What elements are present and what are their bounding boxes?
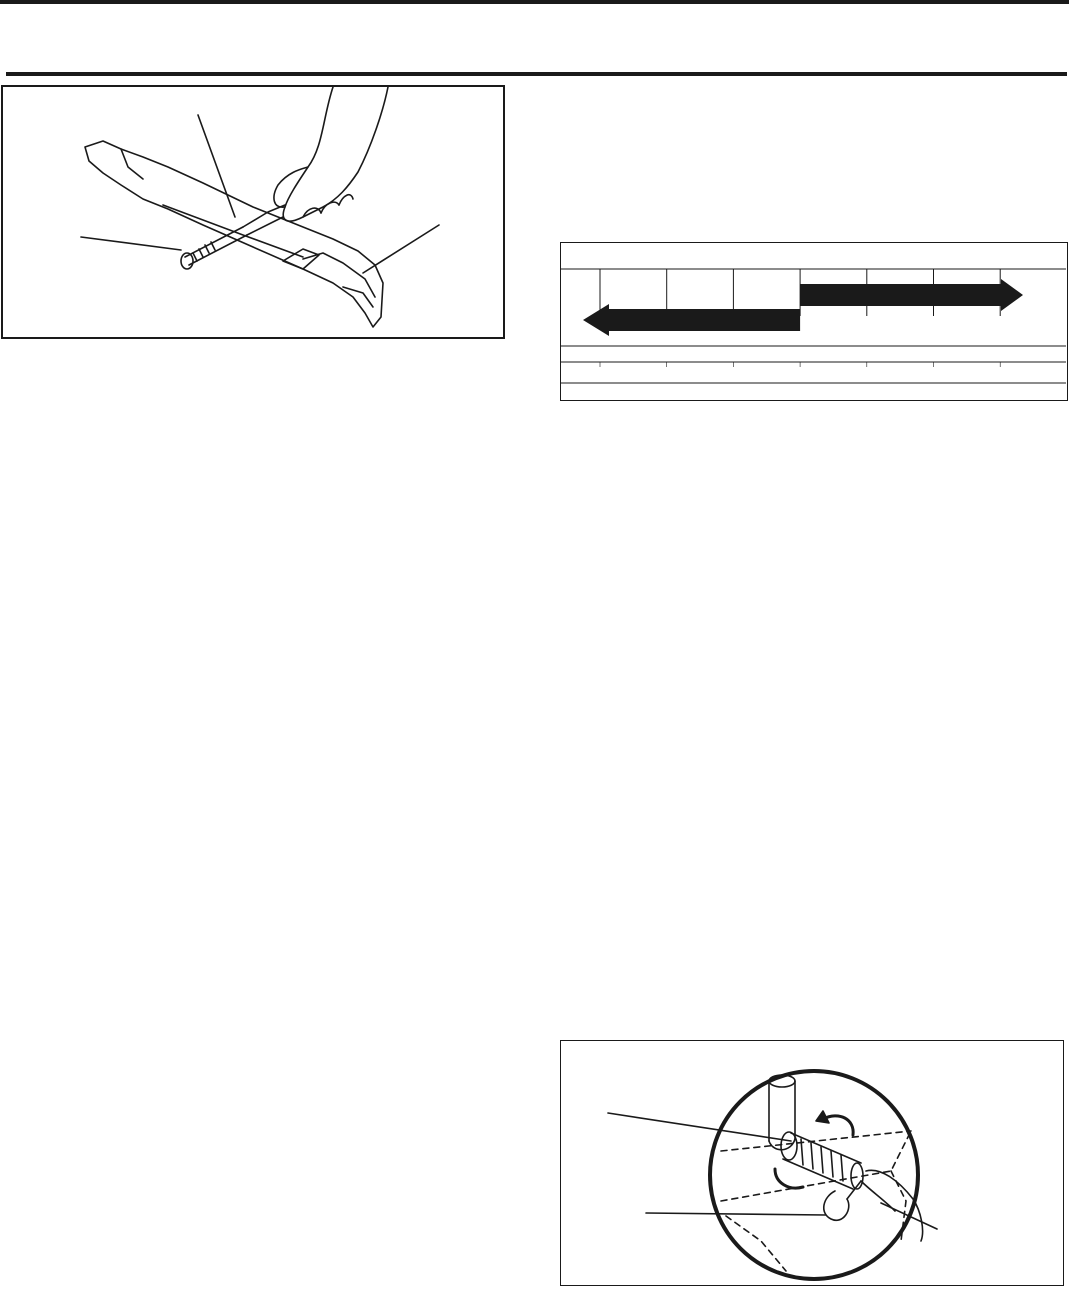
arrow-left bbox=[583, 304, 800, 336]
ring-callout-leader-2 bbox=[646, 1213, 826, 1215]
header-rule bbox=[6, 72, 1067, 76]
callout-leader-1 bbox=[198, 115, 235, 217]
blade-balance-figure bbox=[1, 85, 505, 339]
height-chart-table bbox=[560, 242, 1068, 401]
ring-callout-leader-3 bbox=[881, 1203, 937, 1229]
ring-callout-leader-1 bbox=[608, 1113, 791, 1141]
callout-leader-3 bbox=[363, 225, 439, 273]
axle-ring-illustration bbox=[561, 1041, 1062, 1284]
callout-leader-2 bbox=[81, 237, 181, 250]
table-graphic bbox=[561, 243, 1066, 399]
blade-balancer-illustration bbox=[3, 87, 503, 337]
axle-ring-figure bbox=[560, 1040, 1064, 1286]
arrow-right bbox=[800, 279, 1023, 311]
top-rule bbox=[0, 0, 1069, 4]
